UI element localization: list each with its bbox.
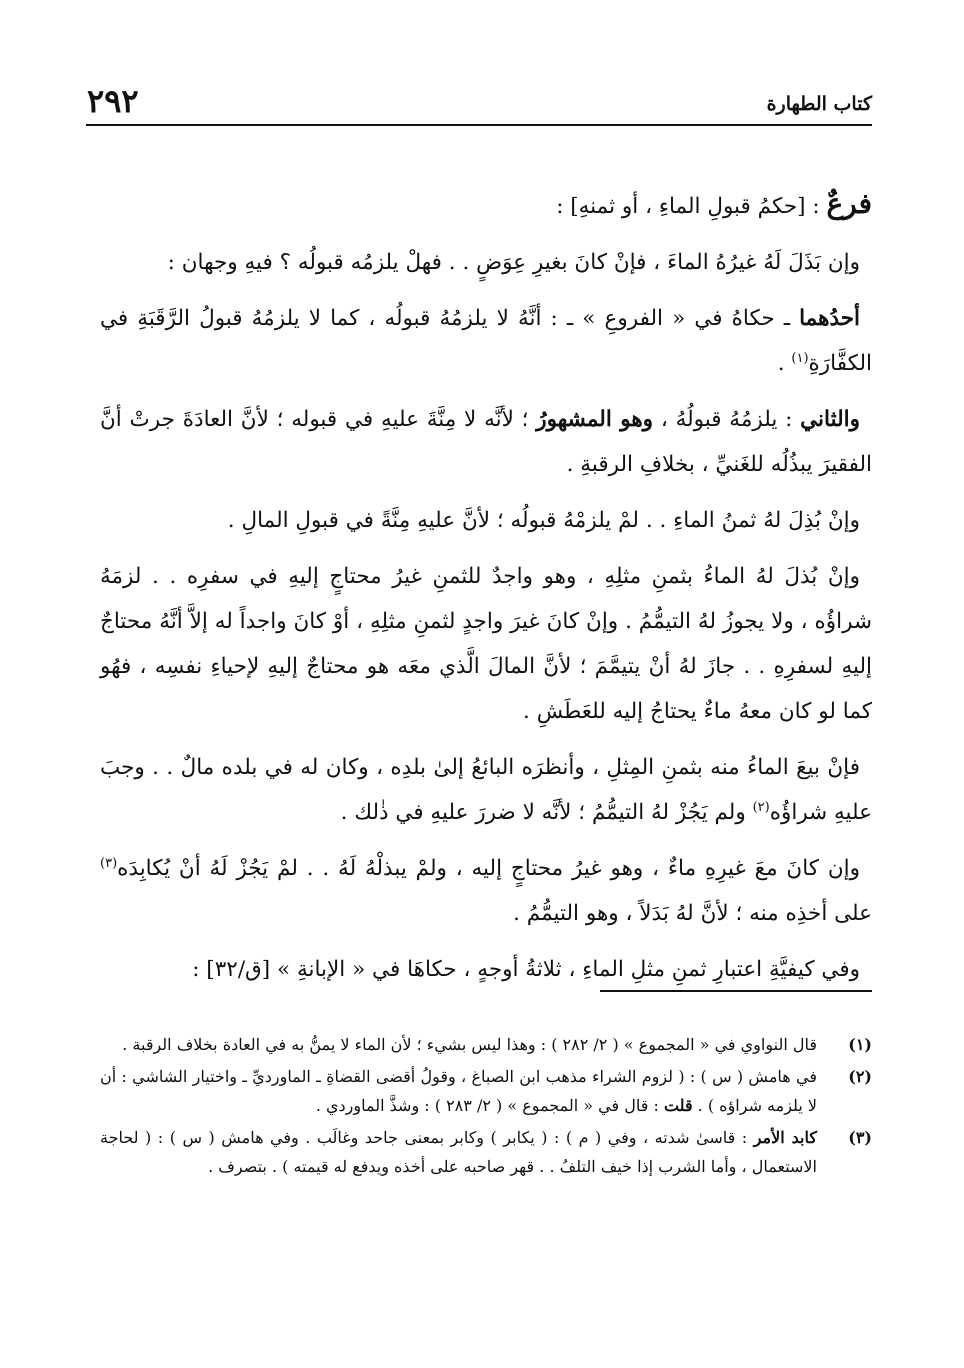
header-divider	[86, 124, 872, 126]
page-number: ٢٩٢	[87, 82, 139, 120]
footnote-number: (٢)	[848, 1067, 872, 1086]
paragraph-1-text: وإن بَذَلَ لَهُ غيرُهُ الماءَ ، فإنْ كانَ بغيرِ عِوَضٍ . . فهلْ يلزمُه قبولُه ؟ فيهِ وجهان :	[167, 250, 860, 275]
paragraph-1	[100, 240, 872, 285]
paragraph-8	[100, 947, 872, 992]
paragraph-7	[100, 846, 872, 936]
paragraph-5-text: وإنْ بُذلَ لهُ الماءُ بثمنِ مثلِهِ ، وهو واجدٌ للثمنِ غيرُ محتاجٍ إليهِ في سفرِه . . لزمَهُ شراؤُه ، ولا يجوزُ لهُ التيمُّمُ . وإنْ كانَ غيرَ واجدٍ لثمنِ مثلِهِ ، أوْ كانَ واجداً له إلاَّ أنَّهُ محتاجٌ إليهِ لسفرِهِ . . جازَ لهُ أنْ يتيمَّمَ ؛ لأنَّ المالَ الَّذي معَه هو محتاجٌ إليهِ لإحياءِ نفسِه ، فهُو كما لو كان معهُ ماءٌ يحتاجُ إليه للعَطَشِ .	[100, 564, 872, 724]
footnote-3-text: : قاسىٰ شدته ، وفي ( م ) : ( يكابر ) وكابر بمعنى جاحد وغالَب . وفي هامش ( س ) : ( لحاجة الاستعمال ، وأما الشرب إذا خيف التلفُ . . قهر صاحبه على أخذه ويدفع له قيمته ) . بتصرف .	[100, 1128, 817, 1176]
footnote-2-emphasis: قلت	[663, 1096, 693, 1115]
paragraph-3	[100, 397, 872, 487]
paragraph-3-text-b: ؛ لأنَّه لا مِنَّةَ عليهِ في قبوله ؛ لأنَّ العادَةَ جرتْ أنَّ الفقيرَ يبذُلُه للغَنيِّ ، بخلافِ الرقبةِ .	[100, 407, 872, 477]
paragraph-4	[100, 498, 872, 543]
paragraph-6	[100, 745, 872, 835]
paragraph-6-text-b: ولم يَجُزْ لهُ التيمُّمُ ؛ لأنَّه لا ضررَ عليهِ في ذٰلك .	[340, 800, 753, 825]
paragraph-8-text: وفي كيفيَّةِ اعتبارِ ثمنِ مثلِ الماءِ ، ثلاثةُ أوجهٍ ، حكاهَا في « الإبانةِ » [ق/٣٢] :	[192, 957, 860, 982]
paragraph-3-lead: والثاني	[800, 407, 860, 432]
paragraph-5	[100, 554, 872, 734]
paragraph-2-end: .	[777, 351, 792, 376]
paragraph-7-text-b: على أخذِه منه ؛ لأنَّ لهُ بَدَلاً ، وهو التيمُّمُ .	[513, 901, 872, 926]
paragraph-2	[100, 296, 872, 386]
paragraph-2-lead: أحدُهما	[799, 306, 860, 331]
footnote-number: (٣)	[848, 1128, 872, 1147]
footnote-3-term: كابد الأمر	[753, 1128, 817, 1147]
paragraph-3-emphasis: وهو المشهورُ	[536, 407, 654, 432]
footnotes	[100, 1030, 872, 1184]
footnote-text	[100, 1062, 817, 1120]
running-header-title: كتاب الطهارة	[766, 93, 872, 115]
footnote-ref-1: (١)	[791, 350, 809, 366]
footnote-2-text-b: : قال في « المجموع » ( ٢/ ٢٨٣ ) : وشذَّ الماوردي .	[315, 1096, 664, 1115]
footnote-1	[100, 1030, 872, 1059]
section-heading	[100, 181, 872, 229]
footnote-2	[100, 1062, 872, 1120]
paragraph-2-text: ـ حكاهُ في « الفروعِ » ـ : أنَّهُ لا يلزمُهُ قبولُه ، كما لا يلزمُهُ قبولُ الرَّقَبَةِ في الكفَّارَةِ	[100, 306, 872, 376]
main-text	[100, 181, 872, 1003]
section-title: [حكمُ قبولِ الماءِ ، أو ثمنهِ] :	[556, 194, 806, 219]
footnote-ref-3: (٣)	[100, 855, 118, 871]
paragraph-3-text-a: : يلزمُهُ قبولُهُ ،	[653, 407, 801, 432]
footnote-1-text: قال النواوي في « المجموع » ( ٢/ ٢٨٢ ) : وهذا ليس بشيء ؛ لأن الماء لا يمنُّ به في العادة بخلاف الرقبة .	[122, 1035, 817, 1054]
section-label: فرعٌ	[826, 187, 872, 220]
paragraph-4-text: وإنْ بُذِلَ لهُ ثمنُ الماءِ . . لمْ يلزمْهُ قبولُه ؛ لأنَّ عليهِ مِنَّةً في قبولِ المالِ .	[227, 508, 860, 533]
footnote-number: (١)	[848, 1035, 872, 1054]
footnote-text	[100, 1123, 817, 1181]
paragraph-7-text-a: وإن كانَ معَ غيرِهِ ماءٌ ، وهو غيرُ محتاجٍ إليه ، ولمْ يبذلْهُ لَهُ . . لمْ يَجُزْ لَهُ أنْ يُكابِدَه	[117, 856, 860, 881]
footnote-text	[100, 1030, 817, 1059]
footnote-3	[100, 1123, 872, 1181]
footnote-divider	[600, 990, 872, 992]
section-colon: :	[805, 194, 827, 219]
paragraph-6-text-a: فإنْ بيعَ الماءُ منه بثمنِ المِثلِ ، وأنظرَه البائعُ إلىٰ بلدِه ، وكان له في بلده مالٌ . . وجبَ عليهِ شراؤُه	[100, 755, 872, 825]
footnote-ref-2: (٢)	[752, 799, 770, 815]
footnote-2-text-a: في هامش ( س ) : ( لزوم الشراء مذهب ابن الصباغ ، وقولُ أقضى القضاةِ ـ الماورديِّ ـ واختيار الشاشي : أن لا يلزمه شراؤه ) .	[100, 1067, 817, 1115]
